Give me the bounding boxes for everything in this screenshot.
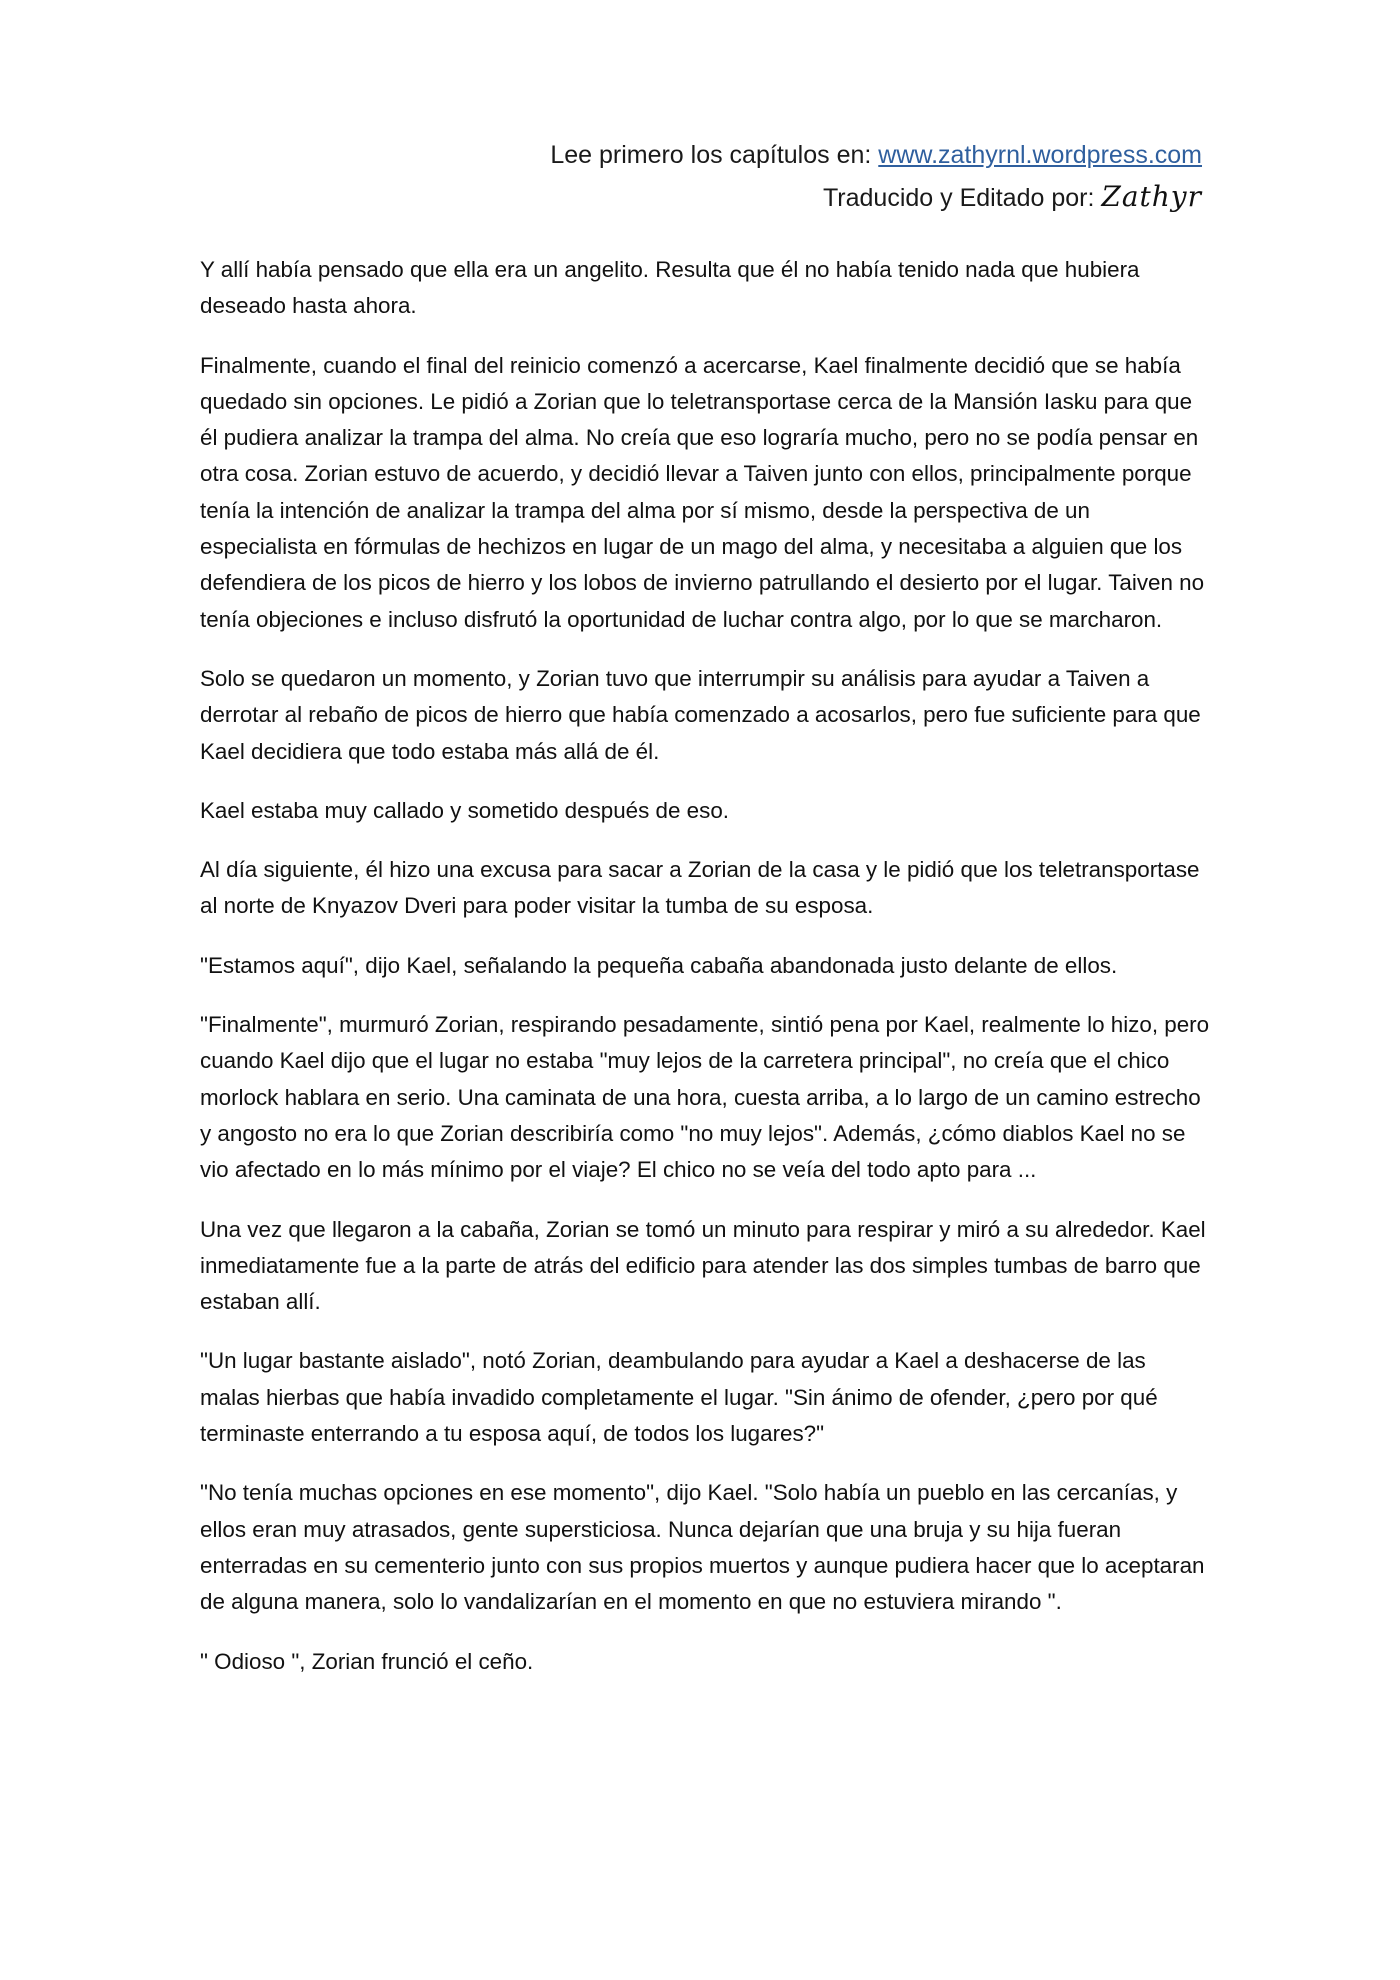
credit-line xyxy=(550,176,1202,219)
paragraph: "Estamos aquí", dijo Kael, señalando la pequeña cabaña abandonada justo delante de ellos. xyxy=(200,952,1118,978)
site-link[interactable]: www.zathyrnl.wordpress.com xyxy=(878,141,1202,169)
read-first-line xyxy=(550,134,1202,176)
paragraph: Kael estaba muy callado y sometido después de eso. xyxy=(200,797,729,823)
paragraph: Al día siguiente, él hizo una excusa para sacar a Zorian de la casa y le pidió que los teletransportase al norte de Knyazov Dveri para poder visitar la tumba de su esposa. xyxy=(200,857,1200,919)
paragraph: " Odioso ", Zorian frunció el ceño. xyxy=(200,1648,534,1674)
paragraph: Y allí había pensado que ella era un angelito. Resulta que él no había tenido nada que hubiera deseado hasta ahora. xyxy=(200,257,1140,319)
translator-signature: Zathyr xyxy=(1101,180,1202,213)
paragraph: Una vez que llegaron a la cabaña, Zorian se tomó un minuto para respirar y miró a su alrededor. Kael inmediatamente fue a la parte de atrás del edificio para atender las dos simples tumbas de barro que estaban allí. xyxy=(200,1216,1206,1315)
page-header xyxy=(550,134,1202,219)
paragraph: Finalmente, cuando el final del reinicio comenzó a acercarse, Kael finalmente decidió que se había quedado sin opciones. Le pidió a Zorian que lo teletransportase cerca de la Mansión Iasku para que él pudiera analizar la trampa del alma. No creía que eso lograría mucho, pero no se podía pensar en otra cosa. Zorian estuvo de acuerdo, y decidió llevar a Taiven junto con ellos, principalmente porque tenía la intención de analizar la trampa del alma por sí mismo, desde la perspectiva de un especialista en fórmulas de hechizos en lugar de un mago del alma, y necesitaba a alguien que los defendiera de los picos de hierro y los lobos de invierno patrullando el desierto por el lugar. Taiven no tenía objeciones e incluso disfrutó la oportunidad de luchar contra algo, por lo que se marcharon. xyxy=(200,352,1205,632)
paragraph: "Un lugar bastante aislado", notó Zorian, deambulando para ayudar a Kael a deshacerse de las malas hierbas que había invadido completamente el lugar. "Sin ánimo de ofender, ¿pero por qué terminaste enterrando a tu esposa aquí, de todos los lugares?" xyxy=(200,1348,1158,1447)
paragraph: Solo se quedaron un momento, y Zorian tuvo que interrumpir su análisis para ayudar a Taiven a derrotar al rebaño de picos de hierro que había comenzado a acosarlos, pero fue suficiente para que Kael decidiera que todo estaba más allá de él. xyxy=(200,665,1201,764)
chapter-text xyxy=(200,252,1210,1703)
read-first-label: Lee primero los capítulos en: xyxy=(550,141,879,169)
paragraph: "Finalmente", murmuró Zorian, respirando pesadamente, sintió pena por Kael, realmente lo hizo, pero cuando Kael dijo que el lugar no estaba "muy lejos de la carretera principal", no creía que el chico morlock hablara en serio. Una caminata de una hora, cuesta arriba, a lo largo de un camino estrecho y angosto no era lo que Zorian describiría como "no muy lejos". Además, ¿cómo diablos Kael no se vio afectado en lo más mínimo por el viaje? El chico no se veía del todo apto para ... xyxy=(200,1012,1210,1183)
paragraph: "No tenía muchas opciones en ese momento", dijo Kael. "Solo había un pueblo en las cercanías, y ellos eran muy atrasados, gente supersticiosa. Nunca dejarían que una bruja y su hija fueran enterradas en su cementerio junto con sus propios muertos y aunque pudiera hacer que lo aceptaran de alguna manera, solo lo vandalizarían en el momento en que no estuviera mirando ". xyxy=(200,1480,1205,1615)
credit-label: Traducido y Editado por: xyxy=(822,184,1102,212)
